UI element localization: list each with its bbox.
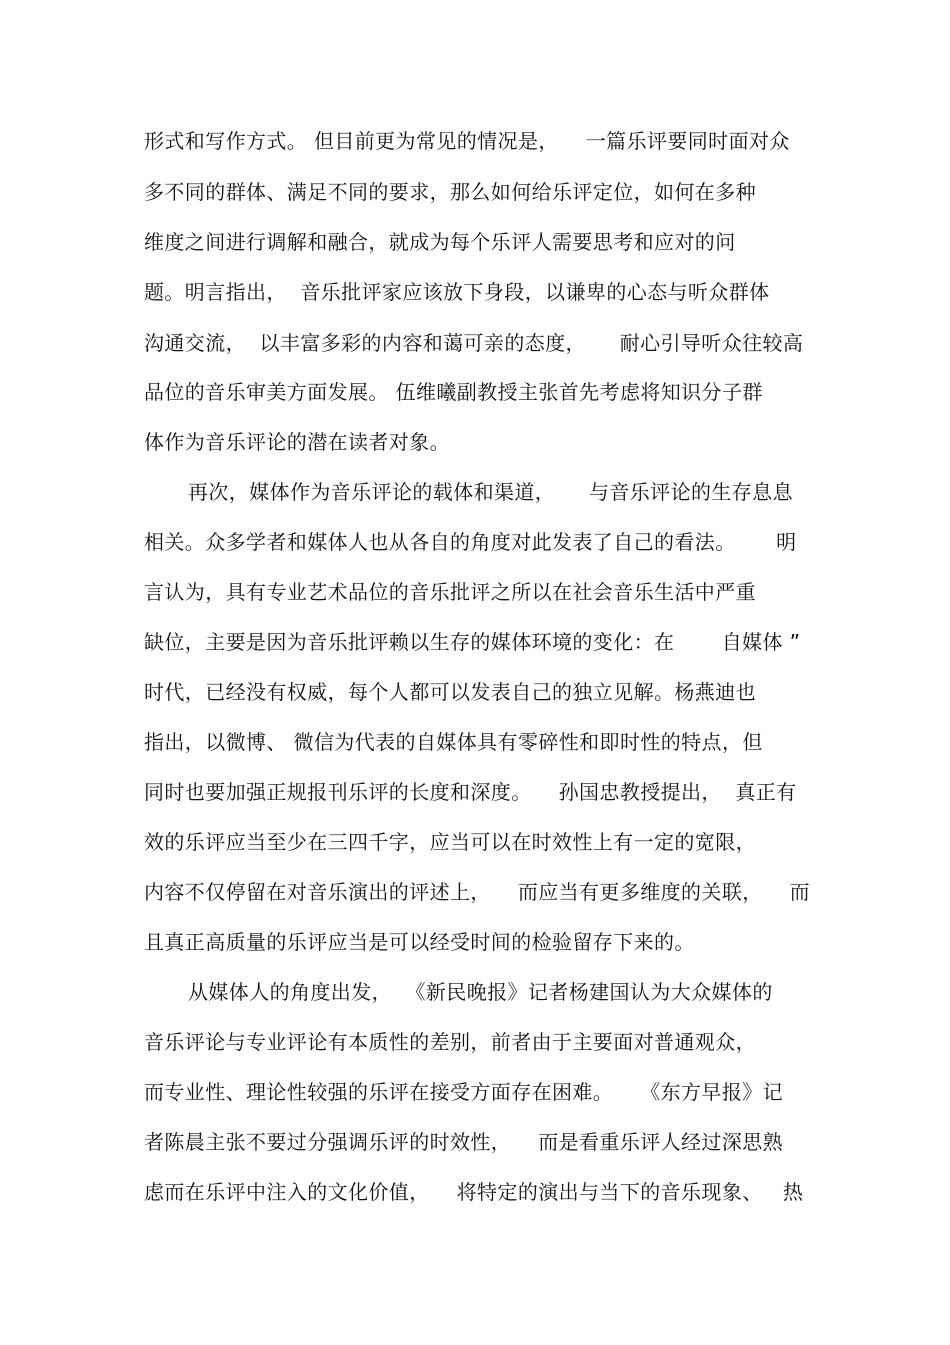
paragraph-line: 内容不仅停留在对音乐演出的评述上， 而应当有更多维度的关联， 而: [144, 880, 811, 904]
paragraph-line: 音乐评论与专业评论有本质性的差别，前者由于主要面对普通观众，: [144, 1030, 756, 1054]
paragraph-line: 效的乐评应当至少在三四千字，应当可以在时效性上有一定的宽限，: [144, 830, 756, 854]
paragraph-line: 言认为，具有专业艺术品位的音乐批评之所以在社会音乐生活中严重: [144, 580, 756, 604]
paragraph-line: 时代，已经没有权威，每个人都可以发表自己的独立见解。杨燕迪也: [144, 680, 756, 704]
paragraph-line: 维度之间进行调解和融合，就成为每个乐评人需要思考和应对的问: [144, 230, 736, 254]
paragraph-line: 沟通交流， 以丰富多彩的内容和蔼可亲的态度， 耐心引导听众往较高: [144, 331, 804, 355]
paragraph-line: 缺位，主要是因为音乐批评赖以生存的媒体环境的变化：在 自媒体 ”: [144, 630, 801, 654]
paragraph-line: 题。明言指出， 音乐批评家应该放下身段，以谦卑的心态与听众群体: [144, 280, 770, 304]
paragraph-line: 指出，以微博、 微信为代表的自媒体具有零碎性和即时性的特点，但: [144, 730, 763, 754]
paragraph-line: 相关。众多学者和媒体人也从各自的角度对此发表了自己的看法。 明: [144, 530, 797, 554]
paragraph-line: 者陈晨主张不要过分强调乐评的时效性， 而是看重乐评人经过深思熟: [144, 1130, 784, 1154]
paragraph-first-line: 再次，媒体作为音乐评论的载体和渠道， 与音乐评论的生存息息: [188, 480, 793, 504]
paragraph-line: 形式和写作方式。 但目前更为常见的情况是， 一篇乐评要同时面对众: [144, 129, 790, 153]
paragraph-first-line: 从媒体人的角度出发， 《新民晚报》记者杨建国认为大众媒体的: [188, 980, 773, 1004]
paragraph-line: 同时也要加强正规报刊乐评的长度和深度。 孙国忠教授提出， 真正有: [144, 780, 797, 804]
paragraph-line: 体作为音乐评论的潜在读者对象。: [144, 430, 450, 454]
paragraph-line: 且真正高质量的乐评应当是可以经受时间的检验留存下来的。: [144, 930, 695, 954]
paragraph-line: 多不同的群体、满足不同的要求，那么如何给乐评定位，如何在多种: [144, 180, 756, 204]
paragraph-line: 而专业性、理论性较强的乐评在接受方面存在困难。 《东方早报》记: [144, 1080, 784, 1104]
paragraph-line: 虑而在乐评中注入的文化价值， 将特定的演出与当下的音乐现象、 热: [144, 1180, 804, 1204]
paragraph-line: 品位的音乐审美方面发展。 伍维曦副教授主张首先考虑将知识分子群: [144, 380, 763, 404]
